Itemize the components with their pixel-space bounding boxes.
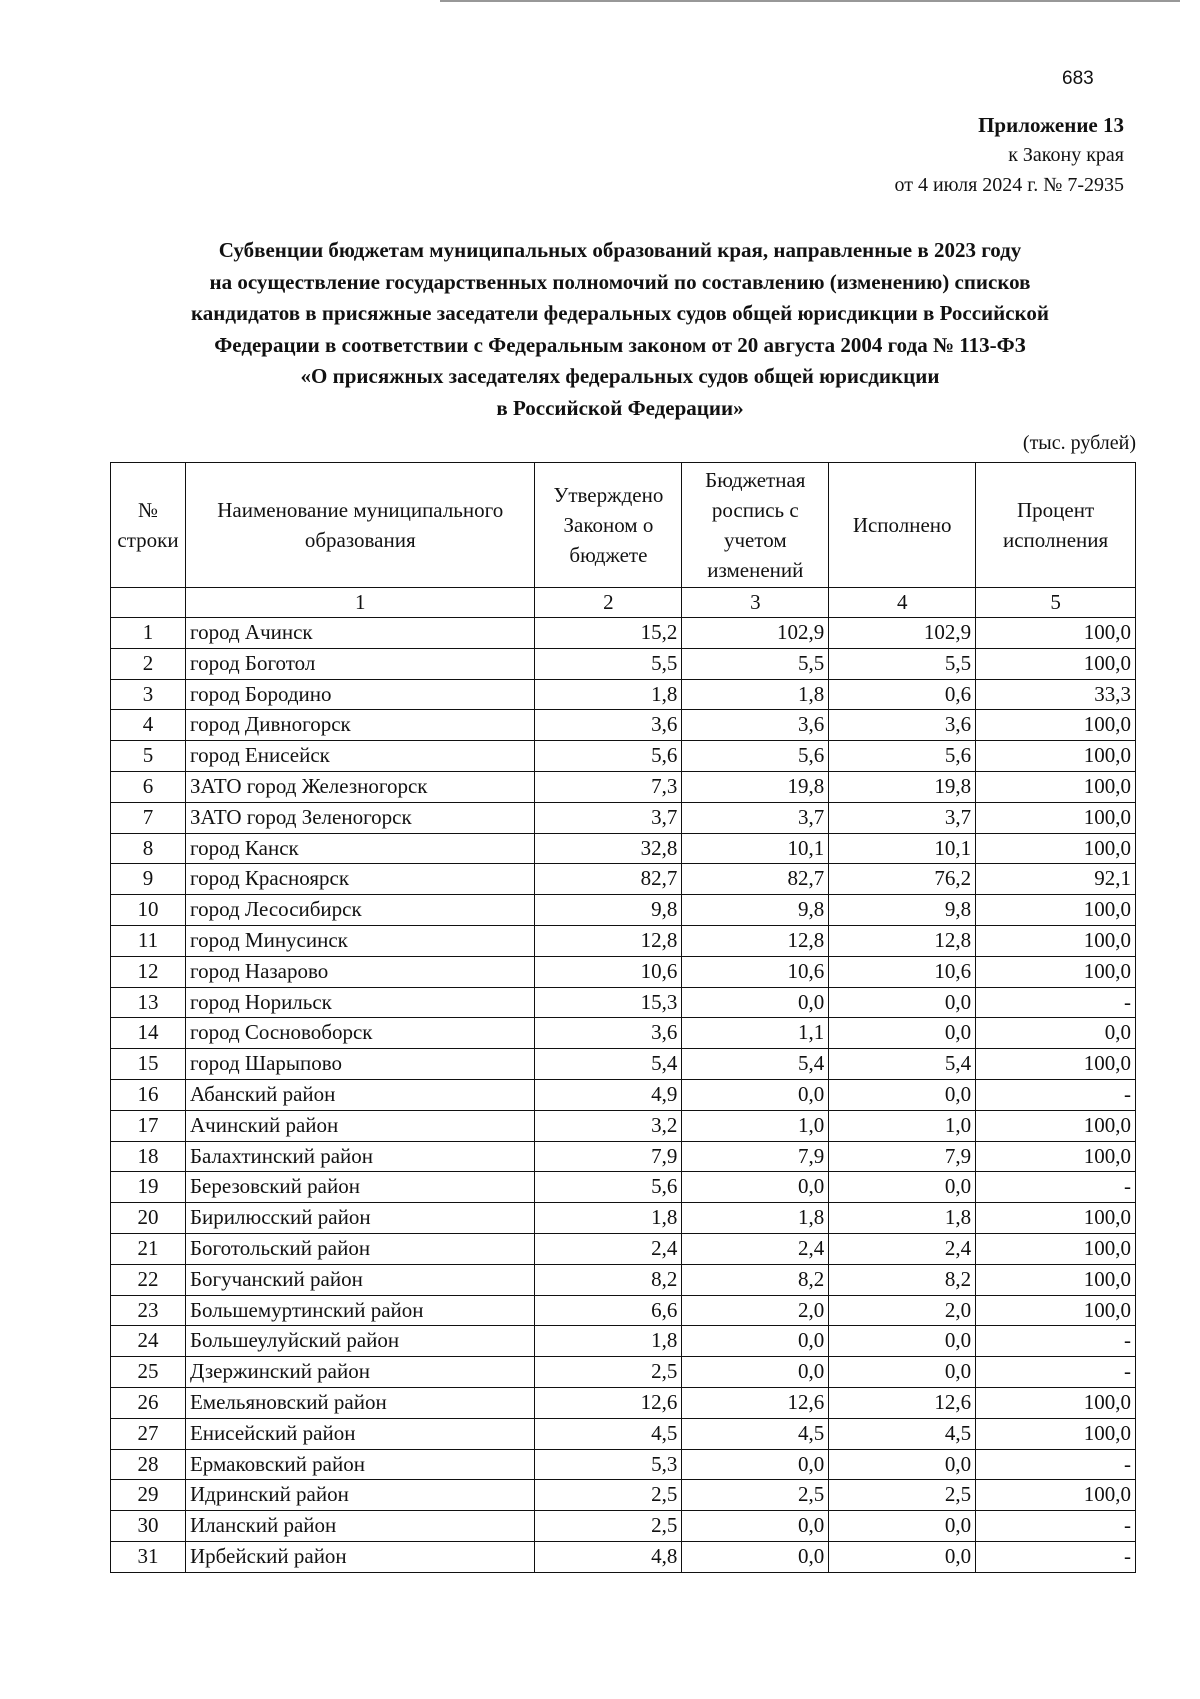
table-row	[111, 1418, 1136, 1449]
cell-row-number: 22	[111, 1264, 186, 1295]
column-number	[111, 588, 186, 618]
table-row	[111, 618, 1136, 649]
cell-percent: 100,0	[976, 895, 1136, 926]
cell-municipality-name: Боготольский район	[185, 1233, 534, 1264]
cell-municipality-name: Бирилюсский район	[185, 1203, 534, 1234]
title-line: на осуществление государственных полномочий по составлению (изменению) списков	[209, 269, 1031, 294]
cell-percent: 100,0	[976, 648, 1136, 679]
header-budget-schedule: Бюджетная роспись с учетом изменений	[682, 463, 829, 588]
cell-budget-schedule: 12,8	[682, 925, 829, 956]
table-row	[111, 741, 1136, 772]
cell-percent: 100,0	[976, 925, 1136, 956]
cell-row-number: 5	[111, 741, 186, 772]
cell-municipality-name: Идринский район	[185, 1480, 534, 1511]
cell-budget-schedule: 0,0	[682, 1541, 829, 1572]
cell-executed: 0,0	[829, 1079, 976, 1110]
cell-executed: 76,2	[829, 864, 976, 895]
cell-budget-schedule: 0,0	[682, 1326, 829, 1357]
cell-percent: 100,0	[976, 1387, 1136, 1418]
cell-approved: 12,8	[535, 925, 682, 956]
cell-percent: 100,0	[976, 1203, 1136, 1234]
cell-approved: 2,4	[535, 1233, 682, 1264]
cell-approved: 5,4	[535, 1049, 682, 1080]
cell-executed: 1,0	[829, 1110, 976, 1141]
cell-row-number: 4	[111, 710, 186, 741]
cell-executed: 5,4	[829, 1049, 976, 1080]
cell-budget-schedule: 1,0	[682, 1110, 829, 1141]
cell-executed: 12,8	[829, 925, 976, 956]
table-row	[111, 1110, 1136, 1141]
cell-budget-schedule: 8,2	[682, 1264, 829, 1295]
cell-budget-schedule: 82,7	[682, 864, 829, 895]
table-row	[111, 710, 1136, 741]
cell-approved: 3,7	[535, 802, 682, 833]
cell-percent: 100,0	[976, 1233, 1136, 1264]
cell-approved: 12,6	[535, 1387, 682, 1418]
column-number: 5	[976, 588, 1136, 618]
table-row	[111, 1018, 1136, 1049]
cell-budget-schedule: 0,0	[682, 987, 829, 1018]
cell-budget-schedule: 5,6	[682, 741, 829, 772]
title-line: кандидатов в присяжные заседатели федеральных судов общей юрисдикции в Российской	[191, 301, 1049, 325]
cell-municipality-name: Дзержинский район	[185, 1357, 534, 1388]
cell-municipality-name: ЗАТО город Зеленогорск	[185, 802, 534, 833]
cell-municipality-name: город Енисейск	[185, 741, 534, 772]
table-row	[111, 1326, 1136, 1357]
cell-municipality-name: город Бородино	[185, 679, 534, 710]
cell-municipality-name: Березовский район	[185, 1172, 534, 1203]
cell-row-number: 13	[111, 987, 186, 1018]
cell-percent: 100,0	[976, 833, 1136, 864]
title-line: в Российской Федерации»	[496, 395, 744, 420]
cell-approved: 4,9	[535, 1079, 682, 1110]
cell-row-number: 9	[111, 864, 186, 895]
cell-approved: 9,8	[535, 895, 682, 926]
table-row	[111, 1357, 1136, 1388]
appendix-title: Приложение 13	[978, 113, 1124, 137]
cell-approved: 32,8	[535, 833, 682, 864]
cell-executed: 0,0	[829, 1541, 976, 1572]
table-row	[111, 1295, 1136, 1326]
cell-municipality-name: Ермаковский район	[185, 1449, 534, 1480]
cell-budget-schedule: 1,8	[682, 1203, 829, 1234]
cell-percent: 100,0	[976, 1049, 1136, 1080]
cell-executed: 102,9	[829, 618, 976, 649]
table-row	[111, 925, 1136, 956]
cell-percent: 100,0	[976, 741, 1136, 772]
cell-row-number: 29	[111, 1480, 186, 1511]
cell-executed: 0,0	[829, 1511, 976, 1542]
table-row	[111, 1141, 1136, 1172]
cell-budget-schedule: 0,0	[682, 1172, 829, 1203]
cell-municipality-name: город Шарыпово	[185, 1049, 534, 1080]
cell-budget-schedule: 19,8	[682, 771, 829, 802]
cell-row-number: 10	[111, 895, 186, 926]
cell-executed: 3,7	[829, 802, 976, 833]
cell-row-number: 11	[111, 925, 186, 956]
title-line: Федерации в соответствии с Федеральным законом от 20 августа 2004 года № 113-ФЗ	[214, 332, 1026, 357]
scan-top-edge-line	[440, 0, 1180, 5]
cell-municipality-name: город Норильск	[185, 987, 534, 1018]
cell-percent: 100,0	[976, 771, 1136, 802]
cell-row-number: 14	[111, 1018, 186, 1049]
cell-municipality-name: город Минусинск	[185, 925, 534, 956]
cell-budget-schedule: 4,5	[682, 1418, 829, 1449]
cell-approved: 82,7	[535, 864, 682, 895]
cell-row-number: 30	[111, 1511, 186, 1542]
table-row	[111, 648, 1136, 679]
cell-row-number: 24	[111, 1326, 186, 1357]
cell-row-number: 23	[111, 1295, 186, 1326]
header-municipality-name: Наименование муниципального образования	[185, 463, 534, 588]
cell-budget-schedule: 2,5	[682, 1480, 829, 1511]
cell-municipality-name: город Лесосибирск	[185, 895, 534, 926]
cell-percent: 100,0	[976, 1110, 1136, 1141]
cell-budget-schedule: 3,7	[682, 802, 829, 833]
cell-row-number: 17	[111, 1110, 186, 1141]
cell-municipality-name: Ачинский район	[185, 1110, 534, 1141]
cell-row-number: 2	[111, 648, 186, 679]
cell-approved: 15,3	[535, 987, 682, 1018]
table-row	[111, 679, 1136, 710]
cell-budget-schedule: 9,8	[682, 895, 829, 926]
cell-executed: 0,0	[829, 1449, 976, 1480]
cell-budget-schedule: 2,4	[682, 1233, 829, 1264]
cell-executed: 10,6	[829, 956, 976, 987]
cell-budget-schedule: 0,0	[682, 1079, 829, 1110]
cell-municipality-name: ЗАТО город Железногорск	[185, 771, 534, 802]
column-number: 1	[185, 588, 534, 618]
document-title	[110, 235, 1130, 424]
cell-approved: 2,5	[535, 1357, 682, 1388]
cell-approved: 2,5	[535, 1511, 682, 1542]
cell-municipality-name: Большеулуйский район	[185, 1326, 534, 1357]
cell-budget-schedule: 0,0	[682, 1357, 829, 1388]
cell-budget-schedule: 5,4	[682, 1049, 829, 1080]
cell-row-number: 15	[111, 1049, 186, 1080]
cell-percent: 100,0	[976, 1480, 1136, 1511]
cell-executed: 0,0	[829, 1326, 976, 1357]
table-row	[111, 1480, 1136, 1511]
cell-municipality-name: город Дивногорск	[185, 710, 534, 741]
cell-approved: 2,5	[535, 1480, 682, 1511]
cell-budget-schedule: 10,6	[682, 956, 829, 987]
cell-row-number: 18	[111, 1141, 186, 1172]
cell-executed: 7,9	[829, 1141, 976, 1172]
cell-row-number: 25	[111, 1357, 186, 1388]
cell-percent: 100,0	[976, 802, 1136, 833]
cell-executed: 4,5	[829, 1418, 976, 1449]
table-row	[111, 1541, 1136, 1572]
cell-row-number: 21	[111, 1233, 186, 1264]
subventions-table	[110, 462, 1136, 1573]
table-header-row	[111, 463, 1136, 588]
cell-approved: 7,3	[535, 771, 682, 802]
column-number: 3	[682, 588, 829, 618]
table-row	[111, 1511, 1136, 1542]
cell-approved: 3,6	[535, 710, 682, 741]
header-executed: Исполнено	[829, 463, 976, 588]
cell-municipality-name: город Ачинск	[185, 618, 534, 649]
cell-approved: 8,2	[535, 1264, 682, 1295]
cell-row-number: 6	[111, 771, 186, 802]
cell-approved: 15,2	[535, 618, 682, 649]
table-body	[111, 618, 1136, 1573]
cell-percent: -	[976, 1326, 1136, 1357]
cell-percent: -	[976, 1079, 1136, 1110]
header-row-number: № строки	[111, 463, 186, 588]
cell-executed: 0,0	[829, 987, 976, 1018]
cell-municipality-name: Иланский район	[185, 1511, 534, 1542]
cell-executed: 5,5	[829, 648, 976, 679]
cell-row-number: 12	[111, 956, 186, 987]
cell-approved: 10,6	[535, 956, 682, 987]
cell-percent: -	[976, 1541, 1136, 1572]
cell-executed: 9,8	[829, 895, 976, 926]
appendix-law-reference: к Закону края	[1008, 144, 1124, 166]
cell-approved: 5,5	[535, 648, 682, 679]
cell-percent: -	[976, 1357, 1136, 1388]
cell-executed: 19,8	[829, 771, 976, 802]
table-row	[111, 1264, 1136, 1295]
cell-approved: 3,6	[535, 1018, 682, 1049]
cell-percent: 92,1	[976, 864, 1136, 895]
cell-approved: 1,8	[535, 679, 682, 710]
cell-municipality-name: Большемуртинский район	[185, 1295, 534, 1326]
cell-budget-schedule: 12,6	[682, 1387, 829, 1418]
cell-municipality-name: Балахтинский район	[185, 1141, 534, 1172]
cell-percent: -	[976, 1449, 1136, 1480]
cell-percent: -	[976, 1172, 1136, 1203]
cell-executed: 12,6	[829, 1387, 976, 1418]
appendix-block	[895, 110, 1125, 200]
table-row	[111, 895, 1136, 926]
cell-approved: 4,5	[535, 1418, 682, 1449]
cell-approved: 5,3	[535, 1449, 682, 1480]
cell-percent: 0,0	[976, 1018, 1136, 1049]
cell-budget-schedule: 2,0	[682, 1295, 829, 1326]
cell-row-number: 31	[111, 1541, 186, 1572]
table-row	[111, 864, 1136, 895]
cell-budget-schedule: 1,8	[682, 679, 829, 710]
cell-municipality-name: город Сосновоборск	[185, 1018, 534, 1049]
cell-row-number: 16	[111, 1079, 186, 1110]
cell-municipality-name: город Боготол	[185, 648, 534, 679]
cell-executed: 3,6	[829, 710, 976, 741]
cell-executed: 8,2	[829, 1264, 976, 1295]
title-line: Субвенции бюджетам муниципальных образований края, направленные в 2023 году	[218, 238, 1022, 262]
header-approved-by-law: Утверждено Законом о бюджете	[535, 463, 682, 588]
cell-budget-schedule: 1,1	[682, 1018, 829, 1049]
table-row	[111, 1449, 1136, 1480]
cell-executed: 1,8	[829, 1203, 976, 1234]
cell-executed: 0,0	[829, 1172, 976, 1203]
cell-budget-schedule: 5,5	[682, 648, 829, 679]
page-number: 683	[1062, 68, 1094, 89]
cell-row-number: 28	[111, 1449, 186, 1480]
cell-executed: 2,4	[829, 1233, 976, 1264]
cell-row-number: 19	[111, 1172, 186, 1203]
cell-percent: 33,3	[976, 679, 1136, 710]
cell-municipality-name: Абанский район	[185, 1079, 534, 1110]
cell-approved: 6,6	[535, 1295, 682, 1326]
cell-approved: 1,8	[535, 1326, 682, 1357]
table-row	[111, 987, 1136, 1018]
cell-budget-schedule: 10,1	[682, 833, 829, 864]
cell-budget-schedule: 3,6	[682, 710, 829, 741]
cell-budget-schedule: 0,0	[682, 1449, 829, 1480]
cell-municipality-name: город Назарово	[185, 956, 534, 987]
cell-executed: 0,6	[829, 679, 976, 710]
cell-municipality-name: Емельяновский район	[185, 1387, 534, 1418]
cell-row-number: 7	[111, 802, 186, 833]
cell-percent: 100,0	[976, 1141, 1136, 1172]
cell-executed: 2,0	[829, 1295, 976, 1326]
appendix-law-date: от 4 июля 2024 г. № 7-2935	[894, 174, 1124, 196]
cell-percent: 100,0	[976, 1418, 1136, 1449]
cell-row-number: 26	[111, 1387, 186, 1418]
table-row	[111, 1387, 1136, 1418]
cell-row-number: 20	[111, 1203, 186, 1234]
cell-approved: 5,6	[535, 741, 682, 772]
table-row	[111, 833, 1136, 864]
cell-row-number: 3	[111, 679, 186, 710]
cell-percent: 100,0	[976, 618, 1136, 649]
cell-executed: 0,0	[829, 1357, 976, 1388]
cell-approved: 7,9	[535, 1141, 682, 1172]
table-row	[111, 1049, 1136, 1080]
cell-percent: 100,0	[976, 710, 1136, 741]
table-row	[111, 1172, 1136, 1203]
header-execution-percent: Процент исполнения	[976, 463, 1136, 588]
cell-municipality-name: город Канск	[185, 833, 534, 864]
cell-approved: 3,2	[535, 1110, 682, 1141]
cell-executed: 2,5	[829, 1480, 976, 1511]
table-row	[111, 1233, 1136, 1264]
cell-approved: 4,8	[535, 1541, 682, 1572]
table-row	[111, 1203, 1136, 1234]
cell-approved: 1,8	[535, 1203, 682, 1234]
table-row	[111, 771, 1136, 802]
cell-executed: 5,6	[829, 741, 976, 772]
cell-budget-schedule: 0,0	[682, 1511, 829, 1542]
column-number: 4	[829, 588, 976, 618]
table-column-numbers-row	[111, 588, 1136, 618]
cell-municipality-name: Ирбейский район	[185, 1541, 534, 1572]
cell-municipality-name: Богучанский район	[185, 1264, 534, 1295]
column-number: 2	[535, 588, 682, 618]
cell-percent: 100,0	[976, 1295, 1136, 1326]
cell-municipality-name: город Красноярск	[185, 864, 534, 895]
title-line: «О присяжных заседателях федеральных судов общей юрисдикции	[300, 364, 940, 388]
table-row	[111, 802, 1136, 833]
cell-row-number: 8	[111, 833, 186, 864]
cell-budget-schedule: 7,9	[682, 1141, 829, 1172]
cell-executed: 0,0	[829, 1018, 976, 1049]
units-label: (тыс. рублей)	[1022, 432, 1136, 454]
table-row	[111, 956, 1136, 987]
cell-percent: 100,0	[976, 1264, 1136, 1295]
cell-budget-schedule: 102,9	[682, 618, 829, 649]
cell-percent: 100,0	[976, 956, 1136, 987]
cell-row-number: 1	[111, 618, 186, 649]
cell-municipality-name: Енисейский район	[185, 1418, 534, 1449]
cell-executed: 10,1	[829, 833, 976, 864]
cell-percent: -	[976, 987, 1136, 1018]
cell-percent: -	[976, 1511, 1136, 1542]
table-row	[111, 1079, 1136, 1110]
cell-approved: 5,6	[535, 1172, 682, 1203]
cell-row-number: 27	[111, 1418, 186, 1449]
